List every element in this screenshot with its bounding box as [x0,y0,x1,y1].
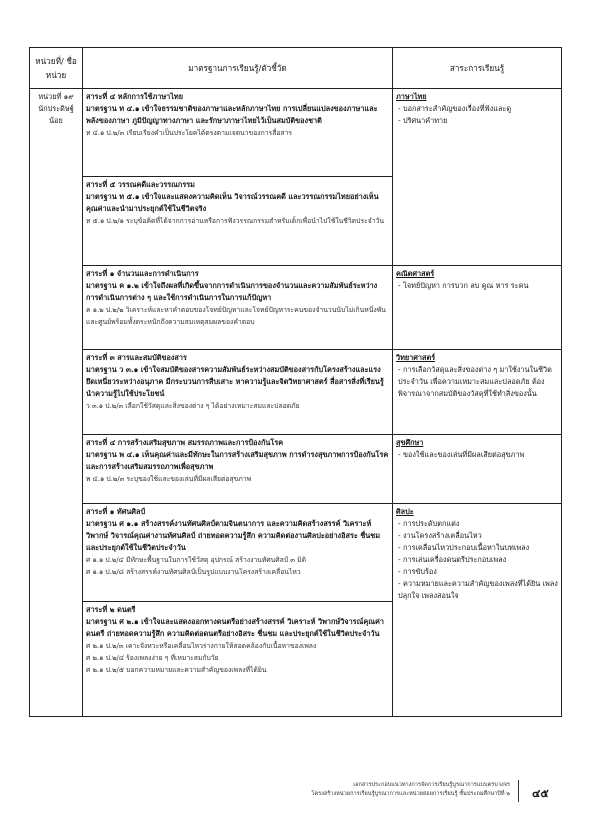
page-footer [260,781,510,799]
indicator: พ ๔.๑ ป.๒/๓ ระบุของใช้และของเล่นที่มีผลเสียต่อสุขภาพ [86,475,252,483]
content-item: - ความหมายและความสำคัญของเพลงที่ได้ยิน เพลงปลุกใจ เพลงสอนใจ [398,579,558,600]
strand-title: สาระที่ ๔ หลักการใช้ภาษาไทย [86,92,184,101]
footer-line-1: เอกสารประกอบแนวทางการจัดการเรียนรู้บูรณาการแบบครบวงจร [353,782,510,788]
content-item: - โจทย์ปัญหา การบวก ลบ คูณ หาร ระคน [398,281,529,290]
subject-title: ภาษาไทย [396,92,427,101]
strand-title: สาระที่ ๕ วรรณคดีและวรรณกรรม [86,180,195,189]
indicator: ศ ๑.๑ ป.๒/๘ สร้างสรรค์งานทัศนศิลป์เป็นรูปแบบงานโครงสร้างเคลื่อนไหว [86,568,301,576]
page-number: ๔๕ [532,787,549,800]
table-row [30,350,562,435]
content-item: - ของใช้และของเล่นที่มีผลเสียต่อสุขภาพ [398,450,525,459]
indicator: ศ ๒.๑ ป.๒/๔ ร้องเพลงง่าย ๆ ที่เหมาะสมกับวัย [86,654,219,662]
indicator: ศ ๒.๑ ป.๒/๕ บอกความหมายและความสำคัญของเพลงที่ได้ยิน [86,666,267,674]
unit-name: นักประดิษฐ์น้อย [38,104,74,125]
content-cell [393,504,562,717]
unit-number: หน่วยที่ ๑๙ [38,92,74,101]
indicator: ว ๓.๑ ป.๒/๓ เลือกใช้วัสดุและสิ่งของต่าง ๆ ได้อย่างเหมาะสมและปลอดภัย [86,402,300,410]
table-row [30,435,562,504]
content-item: - การขับร้อง [398,567,437,576]
standard-text: มาตรฐาน ศ ๑.๑ สร้างสรรค์งานทัศนศิลป์ตามจินตนาการ และความคิดสร้างสรรค์ วิเคราะห์ วิพากษ์ วิจารณ์คุณค่างานทัศนศิลป์ ถ่ายทอดความรู้สึก ความคิดต่องานศิลปะอย่างอิสระ ชื่นชม และประยุกต์ใช้ในชีวิตประจำวัน [86,519,381,552]
standard-text: มาตรฐาน พ ๔.๑ เห็นคุณค่าและมีทักษะในการสร้างเสริมสุขภาพ การดำรงสุขภาพการป้องกันโรคและการสร้างเสริมสมรรถภาพเพื่อสุขภาพ [86,450,389,471]
standard-text: มาตรฐาน ว ๓.๑ เข้าใจสมบัติของสารความสัมพันธ์ระหว่างสมบัติของสารกับโครงสร้างและแรงยึดเหนี่ยวระหว่างอนุภาค มีกระบวนการสืบเสาะ หาความรู้และจิตวิทยาศาสตร์ สื่อสารสิ่งที่เรียนรู้ นำความรู้ไปใช้ประโยชน์ [86,365,384,398]
table-row [30,504,562,602]
footer-divider [518,780,519,802]
content-cell [393,266,562,350]
standard-text: มาตรฐาน ศ ๒.๑ เข้าใจและแสดงออกทางดนตรีอย่างสร้างสรรค์ วิเคราะห์ วิพากษ์วิจารณ์คุณค่าดนตรี ถ่ายทอดความรู้สึก ความคิดต่อดนตรีอย่างอิสระ ชื่นชม และประยุกต์ใช้ในชีวิตประจำวัน [86,617,384,638]
standard-cell [83,266,393,350]
indicator: ศ ๑.๑ ป.๒/๔ มีทักษะพื้นฐานในการใช้วัสดุ อุปกรณ์ สร้างงานทัศนศิลป์ ๓ มิติ [86,556,306,564]
standard-cell [83,504,393,602]
content-cell [393,435,562,504]
standard-cell [83,89,393,177]
standard-text: มาตรฐาน ท ๔.๑ เข้าใจธรรมชาติของภาษาและหลักภาษาไทย การเปลี่ยนแปลงของภาษาและพลังของภาษา ภูมิปัญญาทางภาษา และรักษาภาษาไทยไว้เป็นสมบัติของชาติ [86,104,378,125]
subject-title: วิทยาศาสตร์ [396,353,436,362]
content-item: - บอกสาระสำคัญของเรื่องที่ฟังและดู [398,104,512,113]
content-item: - การเคลื่อนไหวประกอบเนื้อหาในบทเพลง [398,543,530,552]
header-content: สาระการเรียนรู้ [393,48,562,89]
standard-text: มาตรฐาน ค ๑.๒ เข้าใจถึงผลที่เกิดขึ้นจากการดำเนินการของจำนวนและความสัมพันธ์ระหว่างการดำเนินการต่าง ๆ และใช้การดำเนินการในการแก้ปัญหา [86,281,378,302]
subject-title: ศิลปะ [396,507,414,516]
content-item: - ปริศนาคำทาย [398,116,448,125]
standard-text: มาตรฐาน ท ๕.๑ เข้าใจและแสดงความคิดเห็น วิจารณ์วรรณคดี และวรรณกรรมไทยอย่างเห็นคุณค่าและนำมาประยุกต์ใช้ในชีวิตจริง [86,192,379,213]
footer-line-2: โครงสร้างหน่วยการเรียนรู้บูรณาการและหน่วยย่อยการเรียนรู้ ชั้นประถมศึกษาปีที่ ๒ [311,791,510,797]
strand-title: สาระที่ ๑ จำนวนและการดำเนินการ [86,269,199,278]
unit-cell [30,89,83,717]
strand-title: สาระที่ ๒ ดนตรี [86,605,136,614]
standard-cell [83,602,393,717]
curriculum-table [29,47,562,717]
content-item: - การเล่นเครื่องดนตรีประกอบเพลง [398,555,507,564]
indicator: ศ ๒.๑ ป.๒/๓ เคาะจังหวะหรือเคลื่อนไหวร่างกายให้สอดคล้องกับเนื้อหาของเพลง [86,642,317,650]
standard-cell [83,177,393,266]
header-standard: มาตรฐานการเรียนรู้/ตัวชี้วัด [83,48,393,89]
content-item: - งานโครงสร้างเคลื่อนไหว [398,531,482,540]
table-row [30,266,562,350]
standard-cell [83,435,393,504]
strand-title: สาระที่ ๔ การสร้างเสริมสุขภาพ สมรรถภาพและการป้องกันโรค [86,438,284,447]
table-row [30,89,562,177]
table-header-row [30,48,562,89]
header-unit: หน่วยที่/ ชื่อหน่วย [30,48,83,89]
subject-title: สุขศึกษา [396,438,424,447]
indicator: ท ๕.๑ ป.๒/๑ ระบุข้อคิดที่ได้จากการอ่านหรือการฟังวรรณกรรมสำหรับเด็กเพื่อนำไปใช้ในชีวิตประจำวัน [86,217,385,225]
strand-title: สาระที่ ๑ ทัศนศิลป์ [86,507,146,516]
indicator: ท ๔.๑ ป.๒/๓ เรียบเรียงคำเป็นประโยคได้ตรงตามเจตนาของการสื่อสาร [86,129,293,137]
content-cell [393,89,562,266]
content-item: - การเลือกวัสดุและสิ่งของต่าง ๆ มาใช้งานในชีวิตประจำวัน เพื่อความเหมาะสมและปลอดภัย ต้องพิจารณาจากสมบัติของวัสดุที่ใช้ทำสิ่งของนั้น [398,365,552,398]
subject-title: คณิตศาสตร์ [396,269,435,278]
indicator: ค ๑.๒ ป.๒/๒ วิเคราะห์และหาคำตอบของโจทย์ปัญหาและโจทย์ปัญหาระคนของจำนวนนับไม่เกินหนึ่งพันและศูนย์พร้อมทั้งตระหนักถึงความสมเหตุสมผลของคำตอบ [86,306,386,326]
standard-cell [83,350,393,435]
strand-title: สาระที่ ๓ สารและสมบัติของสาร [86,353,187,362]
content-cell [393,350,562,435]
content-item: - การประดับตกแต่ง [398,519,460,528]
